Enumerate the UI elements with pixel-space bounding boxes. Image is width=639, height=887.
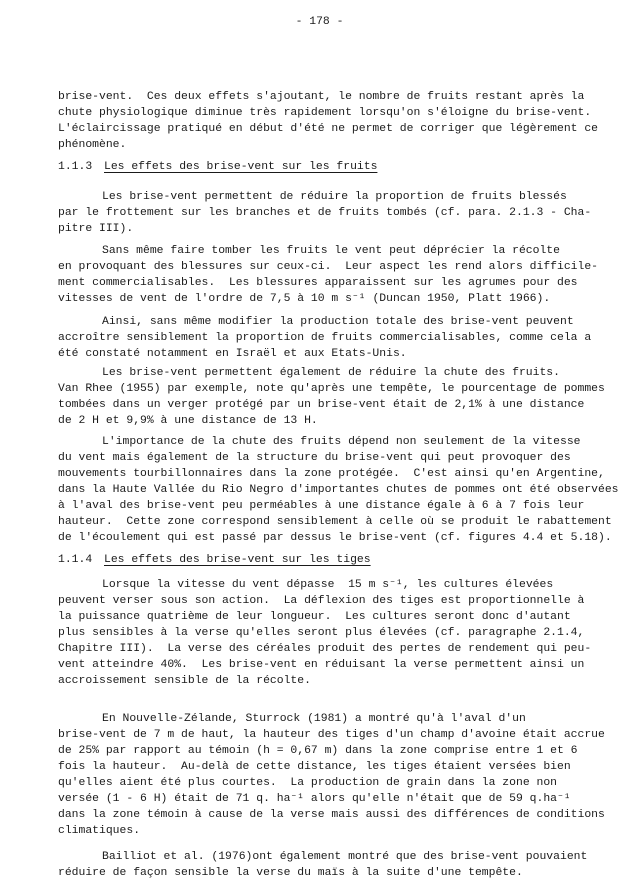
text-line: dans la zone témoin à cause de la verse mais aussi des différences de conditions xyxy=(58,809,605,821)
text-line: fois la hauteur. Au-delà de cette distance, les tiges étaient versées bien xyxy=(58,761,571,773)
section-title: Les effets des brise-vent sur les fruits xyxy=(104,161,378,173)
text-line: été constaté notamment en Israël et aux Etats-Unis. xyxy=(58,348,407,360)
text-line: peuvent verser sous son action. La déflexion des tiges est proportionnelle à xyxy=(58,595,585,607)
text-line: à l'aval des brise-vent peu perméables à une distance égale à 6 à 7 fois leur xyxy=(58,500,585,512)
text-line: Chapitre III). La verse des céréales produit des pertes de rendement qui peu- xyxy=(58,643,592,655)
text-line: phénomène. xyxy=(58,139,127,151)
paragraph xyxy=(58,365,618,429)
paragraph xyxy=(58,711,618,839)
text-line: Lorsque la vitesse du vent dépasse 15 m s⁻¹, les cultures élevées xyxy=(102,579,554,591)
section-heading xyxy=(58,159,377,175)
section-number: 1.1.3 xyxy=(58,161,93,173)
text-line: la puissance quatrième de leur longueur. Les cultures seront donc d'autant xyxy=(58,611,571,623)
text-line: tombées dans un verger protégé par un brise-vent était de 2,1% à une distance xyxy=(58,399,585,411)
text-line: brise-vent. Ces deux effets s'ajoutant, le nombre de fruits restant après la xyxy=(58,91,585,103)
text-line: vitesses de vent de l'ordre de 7,5 à 10 m s⁻¹ (Duncan 1950, Platt 1966). xyxy=(58,293,551,305)
paragraph xyxy=(58,849,618,881)
text-line: en provoquant des blessures sur ceux-ci. Leur aspect les rend alors difficile- xyxy=(58,261,599,273)
paragraph xyxy=(58,314,618,362)
text-line: mouvements tourbillonnaires dans la zone protégée. C'est ainsi qu'en Argentine, xyxy=(58,468,605,480)
text-line: Bailliot et al. (1976)ont également montré que des brise-vent pouvaient xyxy=(102,851,588,863)
text-line: ment commercialisables. Les blessures apparaissent sur les agrumes pour des xyxy=(58,277,578,289)
text-line: dans la Haute Vallée du Rio Negro d'importantes chutes de pommes ont été observées xyxy=(58,484,619,496)
text-line: par le frottement sur les branches et de fruits tombés (cf. para. 2.1.3 - Cha- xyxy=(58,207,592,219)
section-title: Les effets des brise-vent sur les tiges xyxy=(104,554,371,566)
text-line: accroître sensiblement la proportion de fruits commercialisables, comme cela a xyxy=(58,332,592,344)
text-line: pitre III). xyxy=(58,223,134,235)
paragraph xyxy=(58,89,618,153)
paragraph xyxy=(58,189,618,237)
text-line: Les brise-vent permettent de réduire la proportion de fruits blessés xyxy=(102,191,567,203)
text-line: qu'elles aient été plus courtes. La production de grain dans la zone non xyxy=(58,777,557,789)
text-line: versée (1 - 6 H) était de 71 q. ha⁻¹ alors qu'elle n'était que de 59 q.ha⁻¹ xyxy=(58,793,571,805)
text-line: hauteur. Cette zone correspond sensiblement à celle où se produit le rabattement xyxy=(58,516,612,528)
text-line: de 2 H et 9,9% à une distance de 13 H. xyxy=(58,415,318,427)
text-line: plus sensibles à la verse qu'elles seront plus élevées (cf. paragraphe 2.1.4, xyxy=(58,627,585,639)
text-line: réduire de façon sensible la verse du maïs à la suite d'une tempête. xyxy=(58,867,523,879)
paragraph xyxy=(58,577,618,689)
text-line: chute physiologique diminue très rapidement lorsqu'on s'éloigne du brise-vent. xyxy=(58,107,592,119)
text-line: de 25% par rapport au témoin (h = 0,67 m) dans la zone comprise entre 1 et 6 xyxy=(58,745,578,757)
paragraph xyxy=(58,434,618,546)
text-line: Les brise-vent permettent également de réduire la chute des fruits. xyxy=(102,367,560,379)
text-line: En Nouvelle-Zélande, Sturrock (1981) a montré qu'à l'aval d'un xyxy=(102,713,526,725)
text-line: L'importance de la chute des fruits dépend non seulement de la vitesse xyxy=(102,436,581,448)
section-number: 1.1.4 xyxy=(58,554,93,566)
paragraph xyxy=(58,243,618,307)
text-line: brise-vent de 7 m de haut, la hauteur des tiges d'un champ d'avoine était accrue xyxy=(58,729,605,741)
text-line: accroissement sensible de la récolte. xyxy=(58,675,311,687)
text-line: de l'écoulement qui est passé par dessus le brise-vent (cf. figures 4.4 et 5.18). xyxy=(58,532,612,544)
text-line: climatiques. xyxy=(58,825,141,837)
text-line: Van Rhee (1955) par exemple, note qu'après une tempête, le pourcentage de pommes xyxy=(58,383,605,395)
text-line: Sans même faire tomber les fruits le vent peut déprécier la récolte xyxy=(102,245,560,257)
section-heading xyxy=(58,552,371,568)
text-line: L'éclaircissage pratiqué en début d'été ne permet de corriger que légèrement ce xyxy=(58,123,599,135)
text-line: du vent mais également de la structure du brise-vent qui peut provoquer des xyxy=(58,452,571,464)
text-line: vent atteindre 40%. Les brise-vent en réduisant la verse permettent ainsi un xyxy=(58,659,585,671)
text-line: Ainsi, sans même modifier la production totale des brise-vent peuvent xyxy=(102,316,574,328)
page-number: - 178 - xyxy=(295,16,344,28)
